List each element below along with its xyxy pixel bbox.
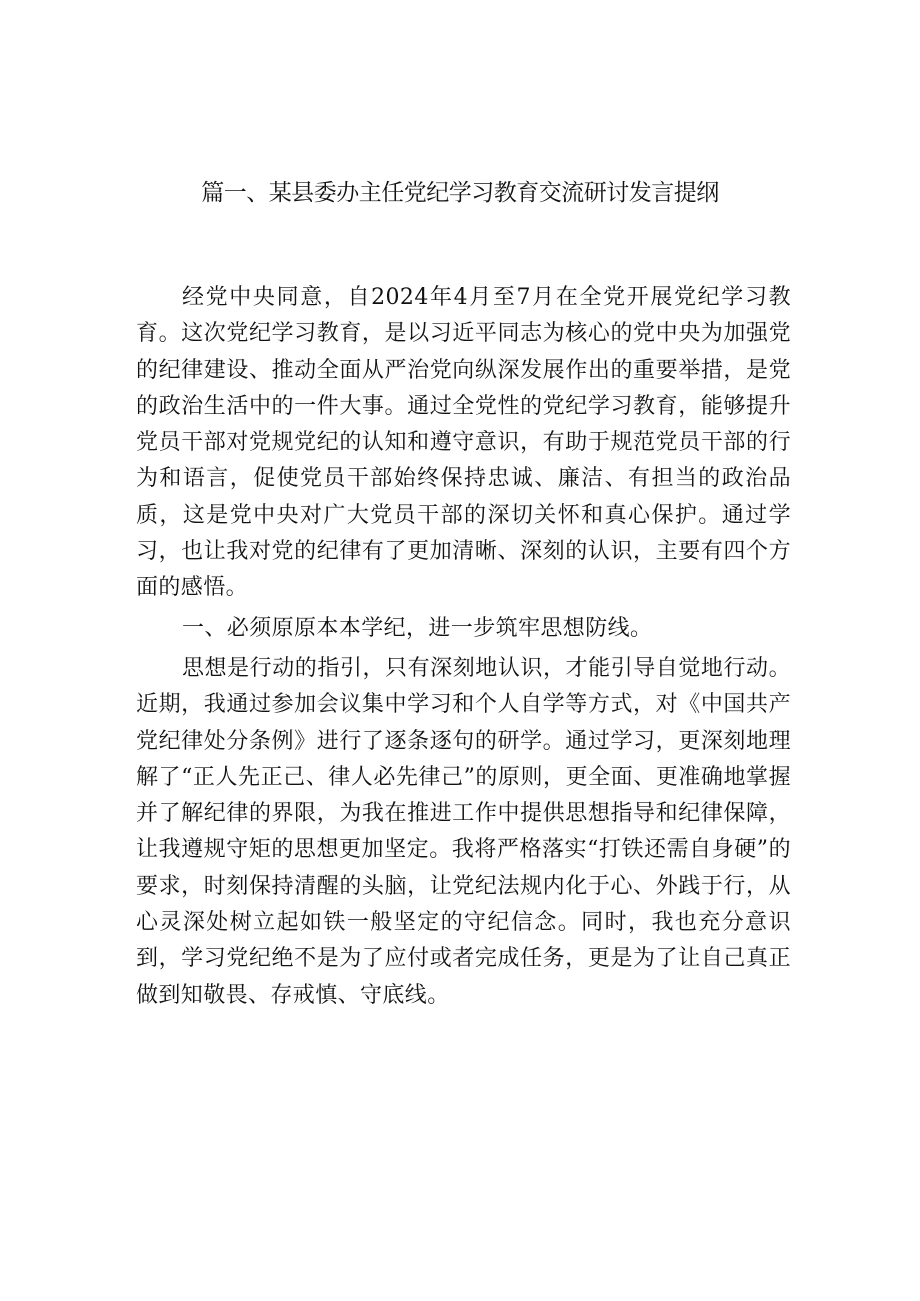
intro-paragraph: 经党中央同意，自2024年4月至7月在全党开展党纪学习教育。这次党纪学习教育，是以习近平同志为核心的党中央为加强党的纪律建设、推动全面从严治党向纵深发展作出的重要举措，是党的政治生活中的一件大事。通过全党性的党纪学习教育，能够提升党员干部对党规党纪的认知和遵守意识，有助于规范党员干部的行为和语言，促使党员干部始终保持忠诚、廉洁、有担当的政治品质，这是党中央对广大党员干部的深切关怀和真心保护。通过学习，也让我对党的纪律有了更加清晰、深刻的认识，主要有四个方面的感悟。 <box>136 285 791 601</box>
section-heading-one: 一、必须原原本本学纪，进一步筑牢思想防线。 <box>182 615 653 641</box>
section-one-paragraph: 思想是行动的指引，只有深刻地认识，才能引导自觉地行动。近期，我通过参加会议集中学习和个人自学等方式，对《中国共产党纪律处分条例》进行了逐条逐句的研学。通过学习，更深刻地理解了“正人先正己、律人必先律己”的原则，更全面、更准确地掌握并了解纪律的界限，为我在推进工作中提供思想指导和纪律保障，让我遵规守矩的思想更加坚定。我将严格落实“打铁还需自身硬”的要求，时刻保持清醒的头脑，让党纪法规内化于心、外践于行，从心灵深处树立起如铁一般坚定的守纪信念。同时，我也充分意识到，学习党纪绝不是为了应付或者完成任务，更是为了让自己真正做到知敬畏、存戒慎、守底线。 <box>136 655 791 1008</box>
document-body <box>136 280 791 1014</box>
document-title: 篇一、某县委办主任党纪学习教育交流研讨发言提纲 <box>201 180 719 206</box>
